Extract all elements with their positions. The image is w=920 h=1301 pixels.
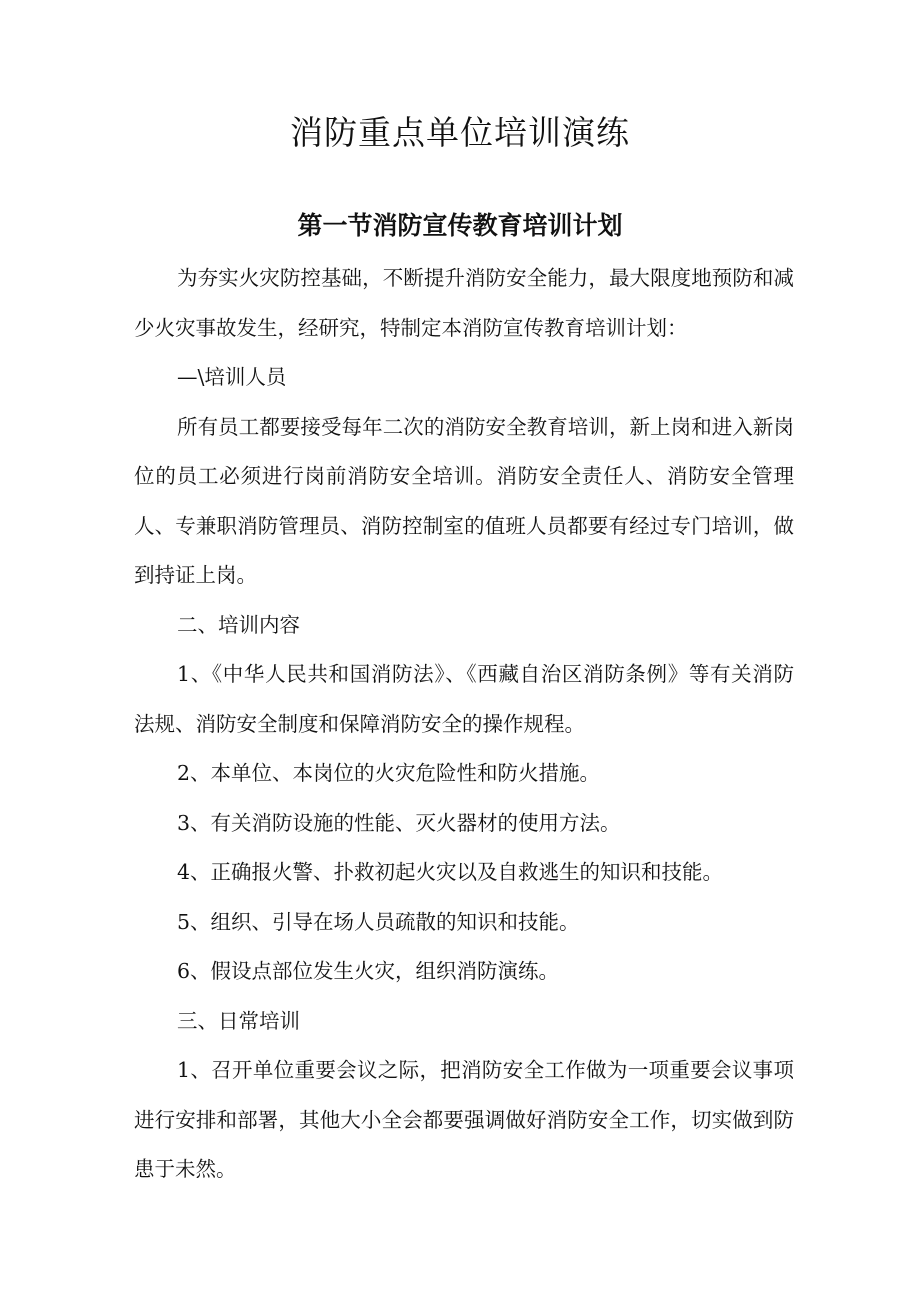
list-item-daily-1: 1、召开单位重要会议之际，把消防安全工作做为一项重要会议事项进行安排和部署，其他大小全会都要强调做好消防安全工作，切实做到防患于未然。	[134, 1058, 794, 1181]
heading-training-content: 二、培训内容	[177, 612, 300, 637]
heading-daily-training: 三、日常培训	[177, 1008, 300, 1033]
intro-paragraph: 为夯实火灾防控基础，不断提升消防安全能力，最大限度地预防和减少火灾事故发生，经研究，特制定本消防宣传教育培训计划：	[134, 266, 794, 340]
list-item-content-2: 2、本单位、本岗位的火灾危险性和防火措施。	[177, 761, 601, 785]
list-item-content-3: 3、有关消防设施的性能、灭火器材的使用方法。	[177, 810, 621, 835]
document-body	[134, 254, 794, 1195]
section-title: 第一节消防宣传教育培训计划	[297, 211, 623, 240]
document-title: 消防重点单位培训演练	[290, 113, 630, 152]
list-item-content-6: 6、假设点部位发生火灾，组织消防演练。	[177, 959, 560, 983]
list-item-content-5: 5、组织、引导在场人员疏散的知识和技能。	[177, 909, 580, 934]
list-item-content-4: 4、正确报火警、扑救初起火灾以及自救逃生的知识和技能。	[177, 860, 724, 884]
paragraph-training-personnel: 所有员工都要接受每年二次的消防安全教育培训，新上岗和进入新岗位的员工必须进行岗前消防安全培训。消防安全责任人、消防安全管理人、专兼职消防管理员、消防控制室的值班人员都要有经过专门培训，做到持证上岗。	[134, 414, 794, 587]
list-item-content-1: 1、《中华人民共和国消防法》、《西藏自治区消防条例》等有关消防法规、消防安全制度和保障消防安全的操作规程。	[134, 662, 794, 736]
heading-training-personnel: —\培训人员	[177, 365, 287, 389]
